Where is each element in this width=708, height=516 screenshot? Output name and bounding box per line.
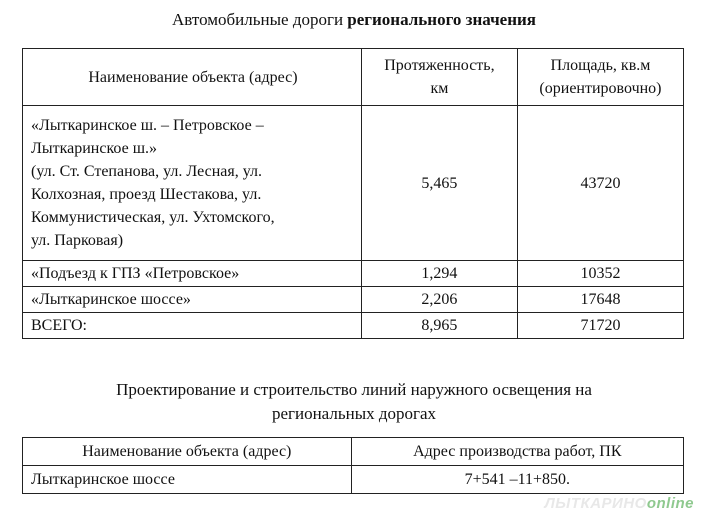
header-length: Протяженность, км [361, 49, 517, 106]
row-area: 43720 [517, 106, 683, 261]
row-area: 17648 [517, 287, 683, 313]
section-title-regional-roads [0, 10, 708, 30]
row-length: 5,465 [361, 106, 517, 261]
table-header-row [23, 49, 684, 106]
header-object-name: Наименование объекта (адрес) [23, 438, 352, 466]
table-row [23, 261, 684, 287]
table-row [23, 287, 684, 313]
row-object-name: Лыткаринское шоссе [23, 466, 352, 494]
table-total-row [23, 313, 684, 339]
row-total-label: ВСЕГО: [23, 313, 362, 339]
title-bold: регионального значения [347, 10, 536, 29]
header-area: Площадь, кв.м (ориентировочно) [517, 49, 683, 106]
section-title-lighting: Проектирование и строительство линий наружного освещения на региональных дорогах [116, 380, 592, 423]
table-row [23, 466, 684, 494]
row-work-address: 7+541 –11+850. [351, 466, 683, 494]
row-object-name: «Лыткаринское шоссе» [23, 287, 362, 313]
row-area: 10352 [517, 261, 683, 287]
row-length: 2,206 [361, 287, 517, 313]
table-row [23, 106, 684, 261]
row-total-area: 71720 [517, 313, 683, 339]
row-object-name: «Подъезд к ГПЗ «Петровское» [23, 261, 362, 287]
row-total-length: 8,965 [361, 313, 517, 339]
row-object-name: «Лыткаринское ш. – Петровское – Лыткаринское ш.» (ул. Ст. Степанова, ул. Лесная, ул. Колхозная, проезд Шестакова, ул. Коммунистическая, ул. Ухтомского, ул. Парковая) [23, 106, 362, 261]
watermark-suffix: online [646, 495, 694, 512]
roads-table [22, 48, 684, 339]
title-prefix: Автомобильные дороги [172, 10, 348, 29]
watermark-prefix: ЛЫТКАРИНО [544, 495, 647, 512]
table-header-row [23, 438, 684, 466]
row-length: 1,294 [361, 261, 517, 287]
site-watermark [545, 495, 695, 512]
lighting-table [22, 437, 684, 494]
header-work-address: Адрес производства работ, ПК [351, 438, 683, 466]
header-object-name: Наименование объекта (адрес) [23, 49, 362, 106]
